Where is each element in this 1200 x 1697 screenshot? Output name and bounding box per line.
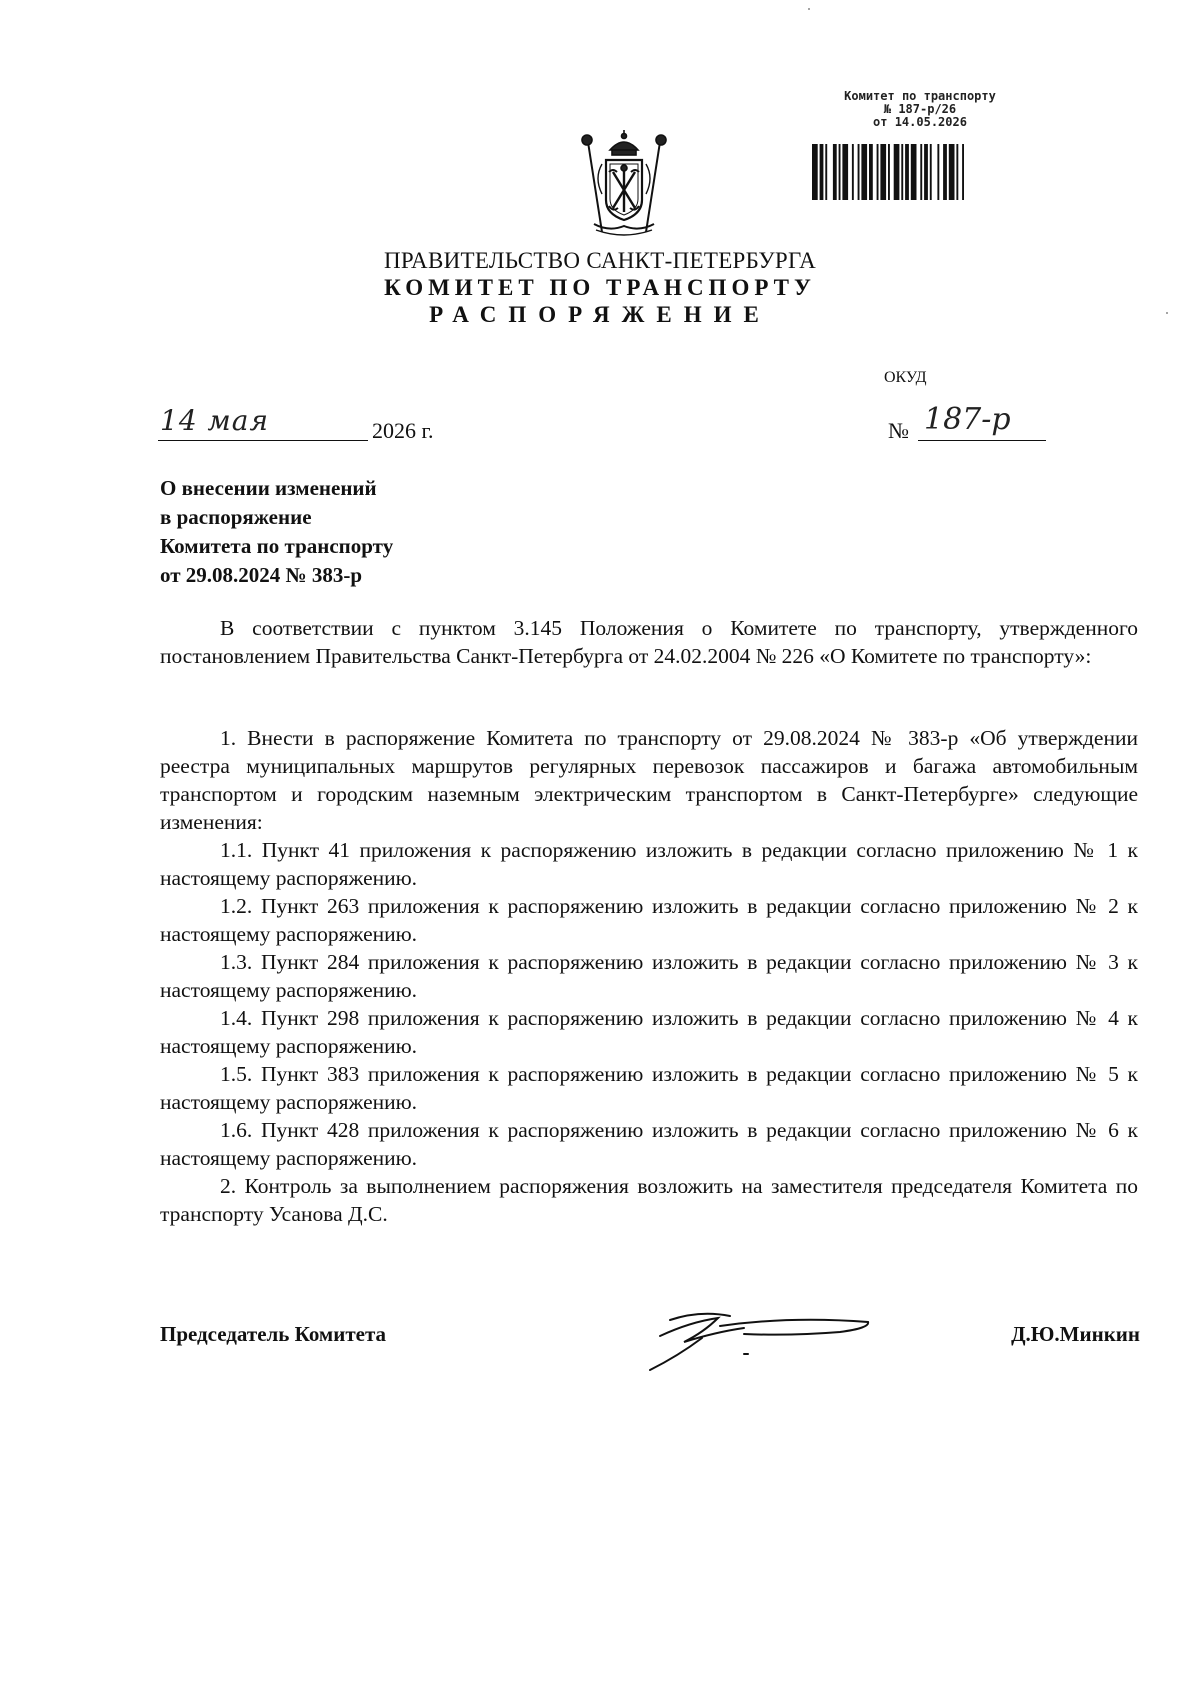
barcode-bar	[869, 144, 873, 200]
order-item: 2. Контроль за выполнением распоряжения возложить на заместителя председателя Комитета по транспорту Усанова Д.С.	[160, 1174, 1138, 1226]
barcode-bar	[880, 144, 886, 200]
barcode-bar	[956, 144, 958, 200]
order-item: 1. Внести в распоряжение Комитета по транспорту от 29.08.2024 № 383-р «Об утверждении реестра муниципальных маршрутов регулярных перевозок пассажиров и багажа автомобильным транспортом и городским наземным электрическим транспортом в Санкт-Петербурге» следующие изменения:	[160, 726, 1138, 834]
barcode-bar	[861, 144, 867, 200]
handwritten-signature	[640, 1298, 890, 1378]
government-title: ПРАВИТЕЛЬСТВО САНКТ-ПЕТЕРБУРГА	[383, 248, 817, 273]
barcode-icon	[812, 144, 1034, 200]
date-handwritten: 14 мая	[160, 404, 269, 437]
signatory-title: Председатель Комитета	[160, 1322, 387, 1346]
number-handwritten: 187-р	[924, 402, 1011, 437]
intro-paragraph	[160, 614, 1138, 670]
scan-speck	[808, 8, 810, 10]
barcode-bar	[820, 144, 824, 200]
subject-line: Комитета по транспорту	[160, 534, 394, 558]
committee-title: КОМИТЕТ ПО ТРАНСПОРТУ	[384, 275, 816, 300]
order-items	[160, 724, 1138, 1228]
subject-line: от 29.08.2024 № 383-р	[160, 563, 363, 587]
barcode-bar	[905, 144, 909, 200]
barcode-bar	[858, 144, 860, 200]
barcode-bar	[833, 144, 837, 200]
order-item: 1.3. Пункт 284 приложения к распоряжению изложить в редакции согласно приложению № 3 к настоящему распоряжению.	[160, 950, 1138, 1002]
barcode-bar	[962, 144, 964, 200]
order-item: 1.2. Пункт 263 приложения к распоряжению изложить в редакции согласно приложению № 2 к настоящему распоряжению.	[160, 894, 1138, 946]
intro-text: В соответствии с пунктом 3.145 Положения о Комитете по транспорту, утвержденного постановлением Правительства Санкт-Петербурга от 24.02.2004 № 226 «О Комитете по транспорту»:	[160, 616, 1138, 668]
barcode-bar	[877, 144, 879, 200]
order-item: 1.5. Пункт 383 приложения к распоряжению изложить в редакции согласно приложению № 5 к настоящему распоряжению.	[160, 1062, 1138, 1114]
stamp-line-3: от 14.05.2026	[873, 115, 967, 129]
date-year: 2026 г.	[372, 418, 434, 443]
barcode-bar	[943, 144, 947, 200]
signatory-name: Д.Ю.Минкин	[1011, 1322, 1140, 1346]
order-item: 1.6. Пункт 428 приложения к распоряжению изложить в редакции согласно приложению № 6 к настоящему распоряжению.	[160, 1118, 1138, 1170]
barcode-bar	[842, 144, 848, 200]
document-type-title: РАСПОРЯЖЕНИЕ	[429, 302, 771, 327]
barcode-bar	[924, 144, 928, 200]
order-item: 1.4. Пункт 298 приложения к распоряжению изложить в редакции согласно приложению № 4 к настоящему распоряжению.	[160, 1006, 1138, 1058]
barcode-bar	[920, 144, 922, 200]
registration-stamp	[800, 90, 1040, 129]
stamp-line-2: № 187-р/26	[883, 102, 957, 116]
barcode-bar	[937, 144, 939, 200]
subject-line: в распоряжение	[160, 505, 312, 529]
barcode-bar	[894, 144, 900, 200]
okud-label: ОКУД	[884, 369, 927, 386]
barcode-bar	[888, 144, 890, 200]
order-item: 1.1. Пункт 41 приложения к распоряжению изложить в редакции согласно приложению № 1 к настоящему распоряжению.	[160, 838, 1138, 890]
barcode-bar	[825, 144, 827, 200]
stamp-line-1: Комитет по транспорту	[844, 89, 996, 103]
document-subject	[160, 474, 393, 590]
barcode-bar	[949, 144, 955, 200]
scan-speck	[1166, 312, 1168, 314]
barcode-bar	[930, 144, 932, 200]
number-label: №	[888, 418, 909, 443]
barcode-bar	[839, 144, 841, 200]
barcode-bar	[852, 144, 854, 200]
barcode-bar	[812, 144, 818, 200]
barcode-bar	[901, 144, 903, 200]
subject-line: О внесении изменений	[160, 476, 377, 500]
saint-petersburg-coat-of-arms-icon	[574, 128, 674, 240]
barcode-bar	[911, 144, 917, 200]
